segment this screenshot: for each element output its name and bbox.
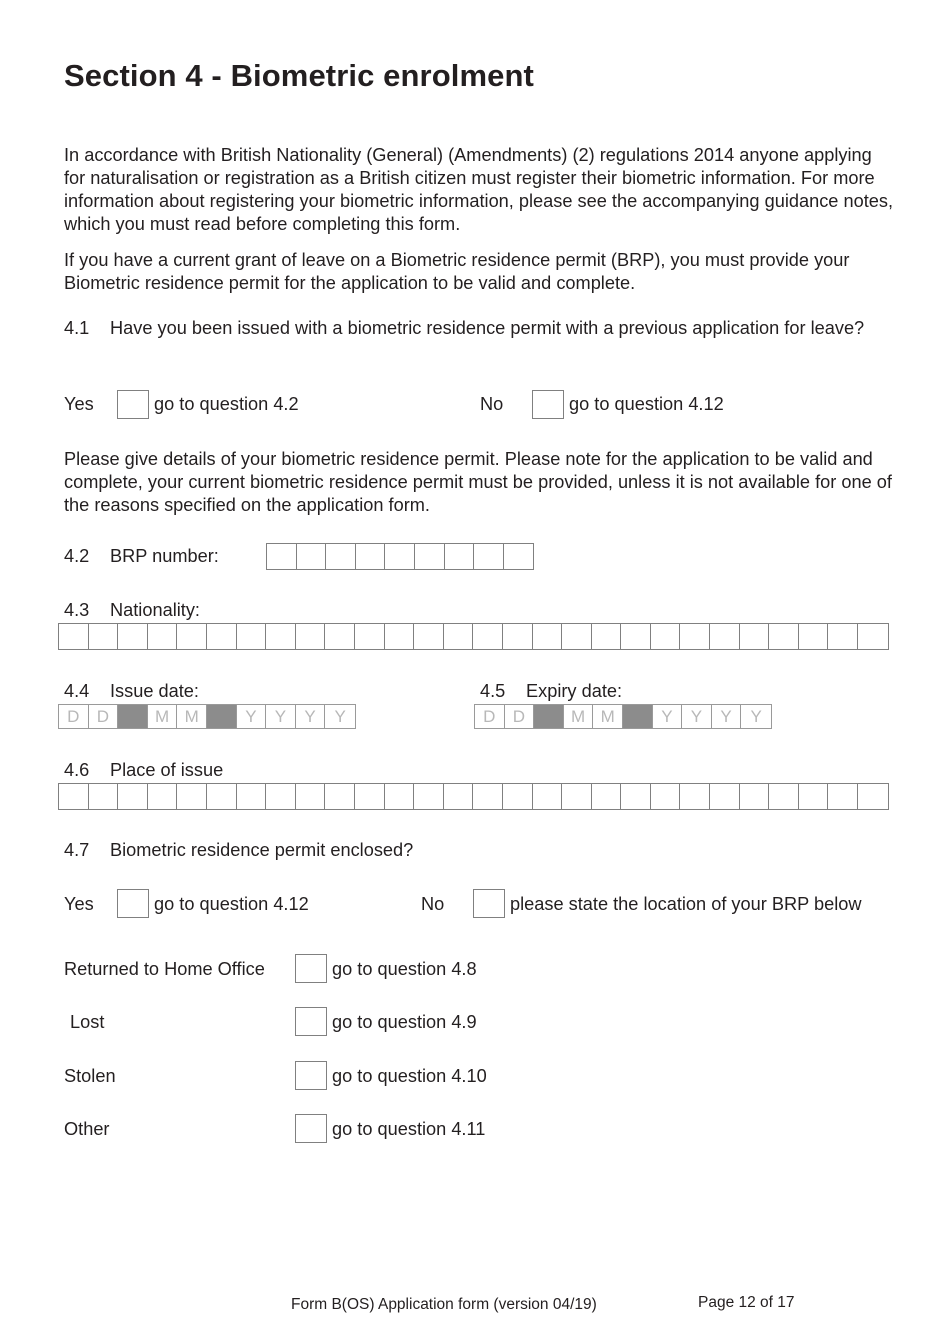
character-cell[interactable] [148, 624, 178, 649]
character-cell[interactable] [356, 544, 386, 569]
character-cell[interactable] [177, 784, 207, 809]
q4-1-no-label: No [480, 394, 504, 414]
character-cell[interactable] [414, 784, 444, 809]
character-cell[interactable] [504, 544, 534, 569]
character-cell[interactable] [503, 784, 533, 809]
q4-7-no-label: No [421, 894, 445, 914]
character-cell[interactable] [473, 624, 503, 649]
issue-date-input[interactable] [58, 704, 356, 729]
year-digit[interactable]: Y [237, 705, 267, 728]
question-number: 4.6 [64, 760, 90, 780]
character-cell[interactable] [237, 784, 267, 809]
character-cell[interactable] [621, 624, 651, 649]
question-4-4 [64, 681, 199, 702]
intro-paragraph-2: If you have a current grant of leave on a Biometric residence permit (BRP), you must provide your Biometric residence permit for the application to be valid and complete. [64, 250, 850, 293]
day-digit[interactable]: D [89, 705, 119, 728]
character-cell[interactable] [296, 624, 326, 649]
location-lost-note: go to question 4.9 [332, 1012, 477, 1032]
year-digit[interactable]: Y [712, 705, 742, 728]
character-cell[interactable] [444, 784, 474, 809]
location-label-returned: Returned to Home Office [64, 959, 265, 979]
character-cell[interactable] [592, 624, 622, 649]
character-cell[interactable] [266, 784, 296, 809]
footer-page-number: Page 12 of 17 [698, 1294, 795, 1311]
character-cell[interactable] [385, 784, 415, 809]
character-cell[interactable] [326, 544, 356, 569]
q4-1-yes-note: go to question 4.2 [154, 394, 299, 414]
character-cell[interactable] [710, 624, 740, 649]
character-cell[interactable] [503, 624, 533, 649]
question-label: Expiry date: [526, 681, 623, 701]
year-digit[interactable]: Y [750, 707, 762, 726]
character-cell[interactable] [592, 784, 622, 809]
character-cell[interactable] [148, 784, 178, 809]
character-cell[interactable] [710, 784, 740, 809]
character-cell[interactable] [769, 624, 799, 649]
location-returned-note: go to question 4.8 [332, 959, 477, 979]
intro-paragraph-1: In accordance with British Nationality (General) (Amendments) (2) regulations 2014 anyone applying for naturalisation or registration as a British citizen must register their biometric information. For more information about registering your biometric information, please see the accompanying guidance notes, which you must read before completing this form. [64, 145, 894, 234]
character-cell[interactable] [89, 624, 119, 649]
character-cell[interactable] [297, 544, 327, 569]
character-cell[interactable] [562, 784, 592, 809]
month-digit[interactable]: M [564, 705, 594, 728]
character-cell[interactable] [325, 624, 355, 649]
location-lost-checkbox[interactable] [295, 1007, 327, 1036]
month-digit[interactable]: M [177, 705, 207, 728]
question-4-2 [64, 546, 219, 567]
character-cell[interactable] [385, 624, 415, 649]
question-label: Issue date: [110, 681, 199, 701]
date-separator [534, 705, 564, 728]
character-cell[interactable] [59, 784, 89, 809]
character-cell[interactable] [769, 784, 799, 809]
year-digit[interactable]: Y [296, 705, 326, 728]
date-separator [118, 705, 148, 728]
location-label-other: Other [64, 1119, 110, 1139]
character-cell[interactable] [799, 784, 829, 809]
character-cell[interactable] [267, 544, 297, 569]
character-cell[interactable] [89, 784, 119, 809]
date-separator [207, 705, 237, 728]
question-4-5 [480, 681, 622, 702]
year-digit[interactable]: Y [682, 705, 712, 728]
month-digit[interactable]: M [148, 705, 178, 728]
location-other-note: go to question 4.11 [332, 1119, 486, 1139]
character-cell[interactable] [740, 784, 770, 809]
character-cell[interactable] [533, 784, 563, 809]
character-cell[interactable] [325, 784, 355, 809]
character-cell[interactable] [237, 624, 267, 649]
place-of-issue-input[interactable] [58, 783, 889, 810]
character-cell[interactable] [415, 544, 445, 569]
character-cell[interactable] [207, 624, 237, 649]
question-4-7 [64, 840, 413, 861]
location-returned-checkbox[interactable] [295, 954, 327, 983]
nationality-input[interactable] [58, 623, 889, 650]
details-note: Please give details of your biometric residence permit. Please note for the application to be valid and complete, your current biometric residence permit must be provided, unless it is not available for one of the reasons specified on the application form. [64, 449, 892, 515]
question-label: Nationality: [110, 600, 200, 620]
question-text: Have you been issued with a biometric residence permit with a previous application for leave? [110, 318, 865, 338]
character-cell[interactable] [680, 784, 710, 809]
location-label-lost: Lost [70, 1012, 105, 1032]
character-cell[interactable] [858, 624, 888, 649]
q4-1-yes-label: Yes [64, 394, 94, 414]
day-digit[interactable]: D [505, 705, 535, 728]
q4-7-no-checkbox[interactable] [473, 889, 505, 918]
character-cell[interactable] [118, 624, 148, 649]
year-digit[interactable]: Y [653, 705, 683, 728]
character-cell[interactable] [177, 624, 207, 649]
character-cell[interactable] [444, 624, 474, 649]
q4-1-no-note: go to question 4.12 [569, 394, 724, 414]
character-cell[interactable] [680, 624, 710, 649]
q4-1-no-checkbox[interactable] [532, 390, 564, 419]
question-number: 4.1 [64, 318, 90, 338]
character-cell[interactable] [621, 784, 651, 809]
character-cell[interactable] [651, 624, 681, 649]
character-cell[interactable] [858, 784, 888, 809]
character-cell[interactable] [799, 624, 829, 649]
expiry-date-input[interactable] [474, 704, 772, 729]
character-cell[interactable] [207, 784, 237, 809]
year-digit[interactable]: Y [334, 707, 346, 726]
question-4-3 [64, 600, 200, 621]
date-separator [623, 705, 653, 728]
q4-7-yes-checkbox[interactable] [117, 889, 149, 918]
character-cell[interactable] [562, 624, 592, 649]
character-cell[interactable] [828, 624, 858, 649]
character-cell[interactable] [414, 624, 444, 649]
character-cell[interactable] [355, 624, 385, 649]
character-cell[interactable] [740, 624, 770, 649]
character-cell[interactable] [533, 624, 563, 649]
page-title: Section 4 - Biometric enrolment [64, 58, 534, 93]
character-cell[interactable] [828, 784, 858, 809]
day-digit[interactable]: D [59, 705, 89, 728]
question-4-6 [64, 760, 223, 781]
question-label: Place of issue [110, 760, 224, 780]
character-cell[interactable] [473, 784, 503, 809]
location-stolen-checkbox[interactable] [295, 1061, 327, 1090]
character-cell[interactable] [445, 544, 475, 569]
q4-7-no-note: please state the location of your BRP below [510, 894, 862, 914]
day-digit[interactable]: D [475, 705, 505, 728]
character-cell[interactable] [59, 624, 89, 649]
question-number: 4.7 [64, 840, 90, 860]
question-number: 4.2 [64, 546, 90, 566]
q4-7-yes-note: go to question 4.12 [154, 894, 309, 914]
brp-number-input[interactable] [266, 543, 534, 570]
character-cell[interactable] [355, 784, 385, 809]
question-number: 4.4 [64, 681, 90, 701]
question-4-1 [64, 317, 894, 340]
character-cell[interactable] [651, 784, 681, 809]
question-number: 4.3 [64, 600, 90, 620]
location-stolen-note: go to question 4.10 [332, 1066, 487, 1086]
character-cell[interactable] [296, 784, 326, 809]
question-label: BRP number: [110, 546, 219, 566]
q4-1-yes-checkbox[interactable] [117, 390, 149, 419]
year-digit[interactable]: Y [266, 705, 296, 728]
q4-7-yes-label: Yes [64, 894, 94, 914]
question-label: Biometric residence permit enclosed? [110, 840, 414, 860]
character-cell[interactable] [474, 544, 504, 569]
character-cell[interactable] [385, 544, 415, 569]
question-number: 4.5 [480, 681, 506, 701]
month-digit[interactable]: M [593, 705, 623, 728]
character-cell[interactable] [118, 784, 148, 809]
location-label-stolen: Stolen [64, 1066, 116, 1086]
character-cell[interactable] [266, 624, 296, 649]
location-other-checkbox[interactable] [295, 1114, 327, 1143]
footer-form-version: Form B(OS) Application form (version 04/19) [291, 1296, 597, 1313]
